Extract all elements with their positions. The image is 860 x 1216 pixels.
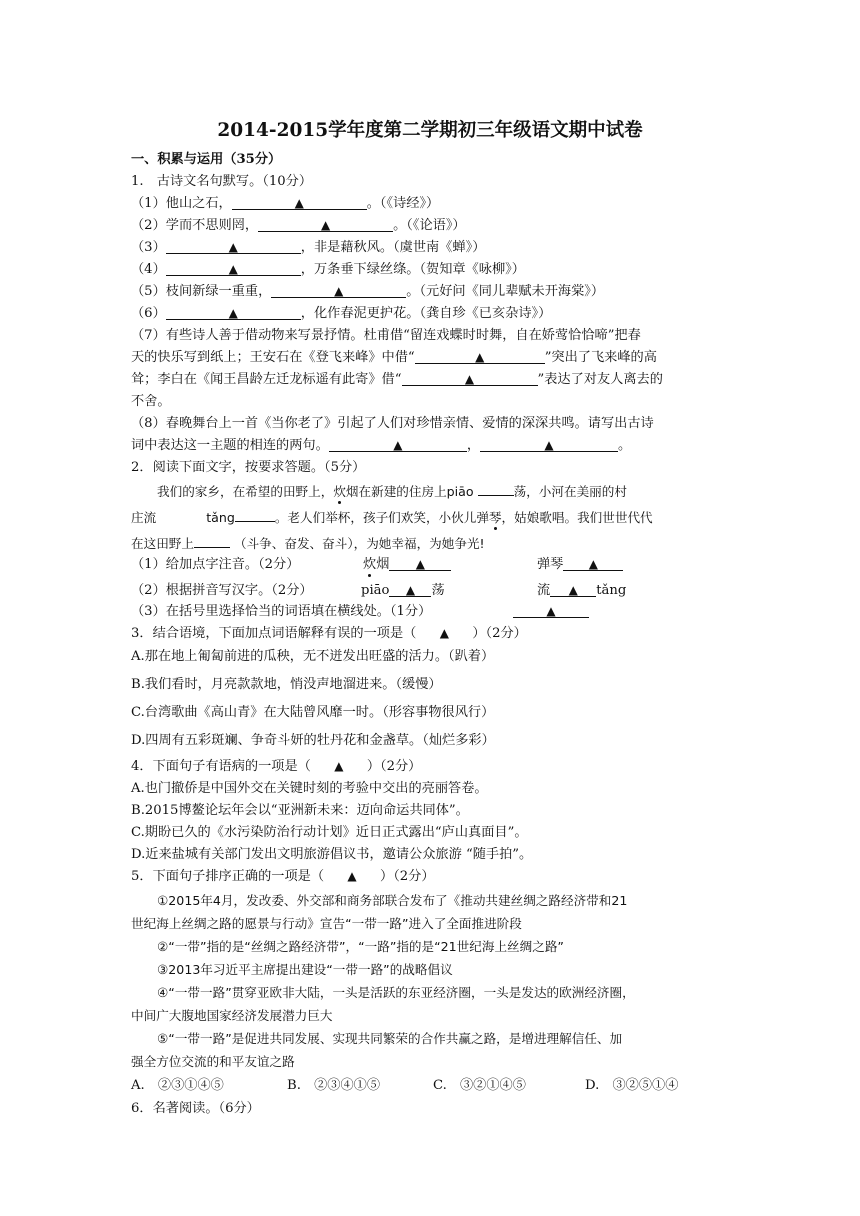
answer-blank[interactable] (194, 532, 230, 548)
question-4-stem (131, 757, 421, 777)
triangle-marker-icon: ▲ (294, 196, 304, 210)
word: 弹琴 (537, 557, 564, 572)
answer-blank[interactable] (402, 370, 538, 386)
q1-item-7-line-1: （7）有些诗人善于借动物来写景抒情。杜甫借“留连戏蝶时时舞，自在娇莺恰恰啼”把春 (131, 328, 641, 343)
triangle-marker-icon: ▲ (228, 240, 238, 254)
q1-item-4-num: （4） (131, 262, 166, 277)
page-title: 2014-2015学年度第二学期初三年级语文期中试卷 (217, 120, 643, 141)
q1-item-5 (131, 282, 604, 302)
answer-paren[interactable] (416, 624, 472, 644)
q3-option-c[interactable]: C.台湾歌曲《高山青》在大陆曾风靡一时。（形容事物很风行） (131, 705, 495, 720)
triangle-marker-icon: ▲ (415, 557, 425, 571)
stem-text: ）（2分） (380, 869, 435, 884)
q1-item-7-line-4: 不舍。 (131, 394, 171, 409)
triangle-marker-icon: ▲ (393, 438, 403, 452)
triangle-marker-icon: ▲ (334, 284, 344, 298)
q1-item-8-line-2 (131, 436, 631, 456)
q2-sub-2-word-1 (361, 581, 445, 601)
triangle-marker-icon: ▲ (464, 372, 475, 386)
triangle-marker-icon: ▲ (405, 583, 416, 597)
answer-blank[interactable] (166, 260, 301, 276)
triangle-marker-icon: ▲ (546, 604, 556, 618)
stem-text: 3．结合语境，下面加点词语解释有误的一项是（ (131, 626, 417, 641)
q2-sub-1 (131, 555, 299, 575)
q1-item-7-line-2 (131, 348, 657, 368)
q3-option-b[interactable]: B.我们看时，月亮款款地，悄没声地溜进来。（缓慢） (131, 677, 442, 692)
q5-sentence-4-line-1: ④“一带一路”贯穿亚欧非大陆，一头是活跃的东亚经济圈，一头是发达的欧洲经济圈， (157, 985, 635, 1000)
q2-sub-1-word-2 (537, 555, 623, 575)
q5-option-c[interactable]: C. ③②①④⑤ (433, 1078, 526, 1093)
q1-item-6 (131, 304, 551, 324)
q1-item-6-text: ，化作春泥更护花。（龚自珍《已亥杂诗》） (300, 306, 552, 321)
passage-text: 烟在新建的住房上piāo (345, 484, 474, 499)
answer-blank[interactable] (166, 304, 301, 320)
stem-text: 4．下面句子有语病的一项是（ (131, 759, 311, 774)
question-2-stem: 2．阅读下面文字，按要求答题。（5分） (131, 460, 366, 475)
q5-option-a[interactable]: A. ②③①④⑤ (131, 1078, 224, 1093)
q1-item-7-text: ”表达了对友人离去的 (537, 372, 663, 387)
question-5-stem (131, 867, 435, 887)
q2-passage-line-3 (131, 532, 485, 554)
q1-item-7-text: 耸；李白在《闻王昌龄左迁龙标遥有此寄》借“ (131, 372, 402, 387)
q5-sentence-3: ③2013年习近平主席提出建设“一带一路”的战略倡议 (157, 962, 453, 977)
q1-item-5-source: 。（元好问《同儿辈赋未开海棠》） (406, 284, 605, 299)
word-char: 流 (537, 583, 551, 598)
q1-item-4-text: ，万条垂下绿丝绦。（贺知章《咏柳》） (300, 262, 525, 277)
answer-blank[interactable] (563, 555, 623, 571)
dotted-char: 炊 (363, 557, 377, 572)
question-6-stem: 6．名著阅读。（6分） (131, 1101, 260, 1116)
q5-sentence-5-line-2: 强全方位交流的和平友谊之路 (131, 1054, 295, 1069)
q3-option-a[interactable]: A.那在地上匍匐前进的瓜秧，无不迸发出旺盛的活力。（趴着） (131, 649, 495, 664)
answer-paren[interactable] (324, 867, 380, 887)
q1-item-6-num: （6） (131, 306, 166, 321)
stem-text: ）（2分） (472, 626, 527, 641)
answer-blank[interactable] (415, 348, 545, 364)
pinyin: tǎng (206, 510, 235, 525)
answer-blank[interactable] (232, 194, 367, 210)
q4-option-c[interactable]: C.期盼已久的《水污染防治行动计划》近日正式露出“庐山真面目”。 (131, 825, 528, 840)
word-char: 荡 (431, 583, 445, 598)
q4-option-d[interactable]: D.近来盐城有关部门发出文明旅游倡议书，邀请公众旅游 “随手拍”。 (131, 847, 533, 862)
pinyin: piāo (361, 583, 390, 598)
triangle-marker-icon: ▲ (320, 218, 331, 232)
section-heading: 一、积累与运用（35分） (131, 152, 282, 167)
triangle-marker-icon: ▲ (475, 350, 485, 364)
q2-passage-line-2 (131, 506, 653, 528)
dotted-char: 琴 (488, 510, 502, 525)
passage-text: （斗争、奋发、奋斗），为她幸福，为她争光! (233, 536, 485, 551)
q1-item-2-text: （2）学而不思则罔， (131, 218, 259, 233)
q1-item-7-line-3 (131, 370, 663, 390)
q2-sub-2-word-2 (537, 581, 626, 601)
stem-text: 5．下面句子排序正确的一项是（ (131, 869, 325, 884)
passage-text: 庄流 (131, 510, 157, 525)
triangle-marker-icon: ▲ (439, 626, 449, 640)
word-char: 烟 (376, 557, 390, 572)
q1-item-3-text: ，非是藉秋风。（虞世南《蝉》） (300, 240, 486, 255)
answer-blank[interactable] (235, 506, 275, 522)
q5-option-b[interactable]: B. ②③④①⑤ (287, 1078, 381, 1093)
q1-item-1-source: 。（《诗经》） (366, 196, 440, 211)
q1-item-3-num: （3） (131, 240, 166, 255)
q4-option-b[interactable]: B.2015博鳌论坛年会以“亚洲新未来：迈向命运共同体”。 (131, 803, 469, 818)
stem-text: ）（2分） (366, 759, 422, 774)
q1-item-5-text: （5）枝间新绿一重重， (131, 284, 272, 299)
passage-text: 我们的家乡，在希望的田野上， (157, 484, 334, 499)
q1-item-2-source: 。（《论语》） (393, 218, 466, 233)
answer-blank[interactable] (166, 238, 301, 254)
q2-passage-line-1 (157, 480, 627, 502)
answer-blank[interactable] (480, 436, 618, 452)
answer-blank[interactable] (550, 581, 596, 597)
triangle-marker-icon: ▲ (568, 583, 578, 597)
q4-option-a[interactable]: A.也门撤侨是中国外交在关键时刻的考验中交出的亮丽答卷。 (131, 781, 488, 796)
q2-sub-1-word-1 (363, 555, 451, 575)
q2-sub-1-text: （1）给加点字注音。（2分） (131, 557, 300, 572)
triangle-marker-icon: ▲ (347, 869, 357, 883)
dotted-char: 炊 (333, 484, 346, 499)
passage-text: 荡，小河在美丽的村 (513, 484, 627, 499)
q2-sub-3-answer (513, 602, 589, 622)
answer-blank[interactable] (478, 480, 514, 496)
q1-item-1 (131, 194, 439, 214)
answer-blank[interactable] (271, 282, 406, 298)
answer-blank[interactable] (389, 581, 431, 597)
q5-option-d[interactable]: D. ③②⑤①④ (585, 1078, 679, 1093)
q1-item-7-text: ”突出了飞来峰的高 (544, 350, 657, 365)
q2-sub-2: （2）根据拼音写汉字。（2分） (131, 583, 313, 598)
triangle-marker-icon: ▲ (588, 557, 598, 571)
comma: ， (466, 438, 480, 453)
triangle-marker-icon: ▲ (544, 438, 554, 452)
period: 。 (618, 438, 632, 453)
passage-text: ，姑娘歌唱。我们世世代代 (501, 510, 653, 525)
triangle-marker-icon: ▲ (228, 306, 238, 320)
answer-blank[interactable] (329, 436, 467, 452)
q1-item-8-text: 词中表达这一主题的相连的两句。 (131, 438, 329, 453)
q3-option-d[interactable]: D.四周有五彩斑斓、争奇斗妍的牡丹花和金盏草。（灿烂多彩） (131, 733, 495, 748)
q2-sub-3: （3）在括号里选择恰当的词语填在横线处。（1分） (131, 604, 432, 619)
q1-item-4 (131, 260, 525, 280)
answer-paren[interactable] (311, 757, 367, 777)
question-1-stem: 1. 古诗文名句默写。（10分） (131, 174, 313, 189)
q5-sentence-1-line-1: ①2015年4月，发改委、外交部和商务部联合发布了《推动共建丝绸之路经济带和21 (157, 893, 628, 908)
q1-item-8-line-1: （8）春晚舞台上一首《当你老了》引起了人们对珍惜亲情、爱情的深深共鸣。请写出古诗 (131, 416, 654, 431)
triangle-marker-icon: ▲ (228, 262, 238, 276)
q5-sentence-5-line-1: ⑤“一带一路”是促进共同发展、实现共同繁荣的合作共赢之路，是增进理解信任、加 (157, 1031, 623, 1046)
q5-sentence-1-line-2: 世纪海上丝绸之路的愿景与行动》宣告“一带一路”进入了全面推进阶段 (131, 916, 522, 931)
passage-text: 在这田野上 (131, 536, 194, 551)
pinyin: tǎng (596, 583, 627, 598)
q1-item-3 (131, 238, 485, 258)
q5-sentence-2: ②“一带”指的是“丝绸之路经济带”，“一路”指的是“21世纪海上丝绸之路” (157, 939, 564, 954)
q1-item-7-text: 天的快乐写到纸上；王安石在《登飞来峰》中借“ (131, 350, 415, 365)
triangle-marker-icon: ▲ (334, 759, 344, 773)
q5-sentence-4-line-2: 中间广大腹地国家经济发展潜力巨大 (131, 1008, 333, 1023)
answer-blank[interactable] (389, 555, 451, 571)
answer-blank[interactable] (513, 602, 589, 618)
passage-text: 。老人们举杯，孩子们欢笑，小伙儿弹 (274, 510, 489, 525)
q1-item-1-text: （1）他山之石， (131, 196, 232, 211)
answer-blank[interactable] (258, 216, 393, 232)
question-3-stem (131, 624, 527, 644)
q1-item-2 (131, 216, 466, 236)
